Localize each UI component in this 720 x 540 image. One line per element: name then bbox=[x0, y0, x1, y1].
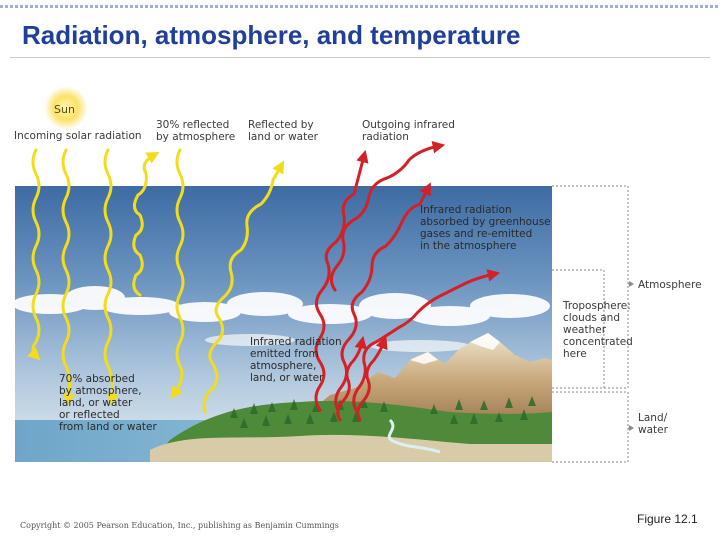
slide-title: Radiation, atmosphere, and temperature bbox=[22, 20, 521, 50]
troposphere-label: Troposphere: clouds and weather concentrated here bbox=[563, 300, 633, 360]
infrared-emitted-label: Infrared radiation emitted from atmosphere, land, or water bbox=[250, 336, 342, 384]
greenhouse-label: Infrared radiation absorbed by greenhouse gases and re-emitted in the atmosphere bbox=[420, 204, 551, 252]
reflected-atmosphere-label: 30% reflected by atmosphere bbox=[156, 119, 236, 143]
absorbed-label: 70% absorbed by atmosphere, land, or water or reflected from land or water bbox=[59, 373, 157, 433]
reflected-land-label: Reflected by land or water bbox=[248, 119, 319, 143]
atmosphere-label: Atmosphere bbox=[638, 279, 702, 291]
copyright-notice: Copyright © 2005 Pearson Education, Inc., publishing as Benjamin Cummings bbox=[20, 521, 339, 530]
figure-label: Figure 12.1 bbox=[637, 512, 698, 526]
outgoing-infrared-label: Outgoing infrared radiation bbox=[362, 119, 455, 143]
land-water-label: Land/ water bbox=[638, 412, 668, 436]
land-water-bracket bbox=[552, 392, 628, 462]
sun-label: Sun bbox=[54, 103, 75, 116]
incoming-solar-label: Incoming solar radiation bbox=[14, 130, 142, 142]
